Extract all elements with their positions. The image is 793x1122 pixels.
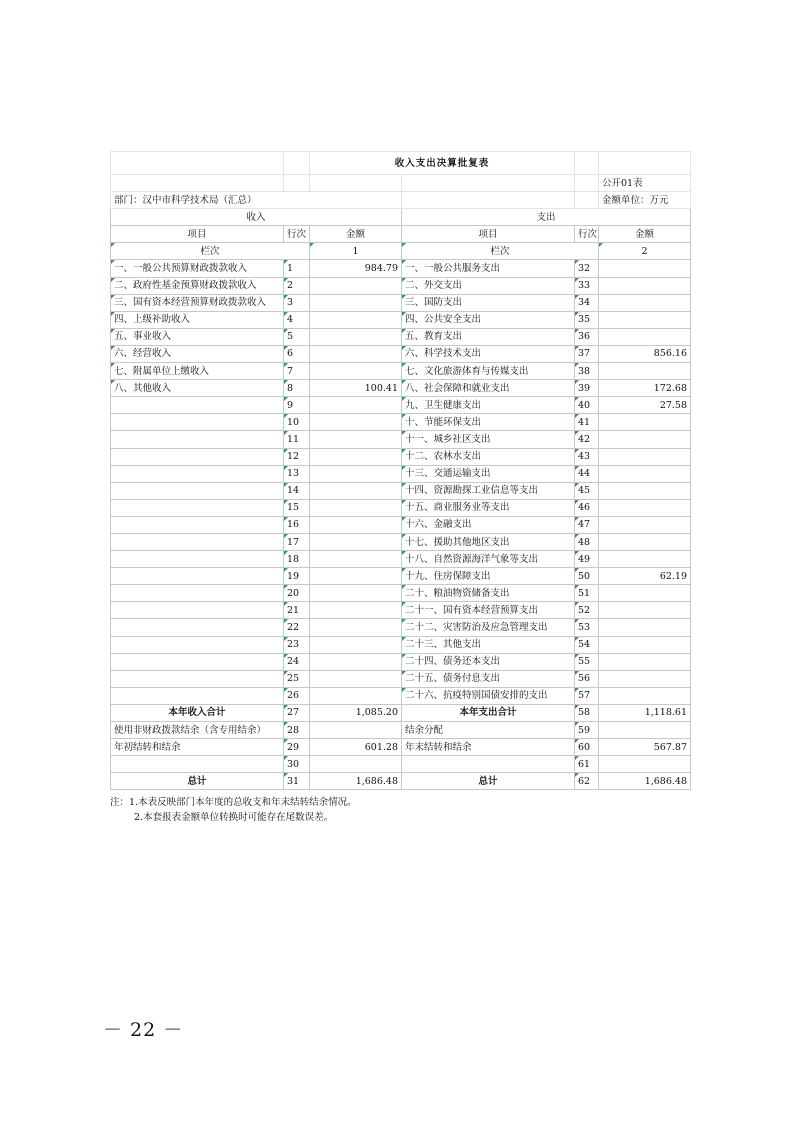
table-row [111, 619, 691, 636]
expense-item: 二十三、其他支出 [402, 636, 575, 653]
line-number: 20 [284, 585, 310, 602]
income-item [111, 448, 284, 465]
line-number: 9 [284, 397, 310, 414]
line-number: 43 [575, 448, 599, 465]
end-balance-label: 年末结转和结余 [402, 739, 575, 756]
expense-column-number: 2 [599, 243, 691, 260]
line-number: 42 [575, 431, 599, 448]
income-amount [310, 568, 402, 585]
expense-amount [599, 294, 691, 311]
income-amount [310, 670, 402, 687]
table-title: 收入支出决算批复表 [310, 152, 575, 175]
income-amount-header: 金额 [310, 226, 402, 243]
line-number: 25 [284, 670, 310, 687]
expense-item: 四、公共安全支出 [402, 311, 575, 328]
income-amount: 100.41 [310, 380, 402, 397]
table-row [111, 294, 691, 311]
expense-item: 十四、资源勘探工业信息等支出 [402, 482, 575, 499]
line-number: 62 [575, 773, 599, 790]
line-number: 49 [575, 551, 599, 568]
income-amount [310, 516, 402, 533]
income-item [111, 653, 284, 670]
line-number: 56 [575, 670, 599, 687]
income-item [111, 431, 284, 448]
expense-amount [599, 516, 691, 533]
income-header: 收入 [111, 209, 402, 226]
expense-item: 十一、城乡社区支出 [402, 431, 575, 448]
expense-amount [599, 533, 691, 550]
line-number: 12 [284, 448, 310, 465]
line-number: 28 [284, 722, 310, 739]
line-number: 34 [575, 294, 599, 311]
income-amount [310, 585, 402, 602]
income-item: 七、附属单位上缴收入 [111, 363, 284, 380]
table-row [111, 551, 691, 568]
expense-amount [599, 260, 691, 277]
expense-amount [599, 363, 691, 380]
footnote-1: 注：1.本表反映部门本年度的总收支和年末结转结余情况。 [110, 797, 357, 808]
line-number: 17 [284, 533, 310, 550]
line-number: 24 [284, 653, 310, 670]
table-row [111, 397, 691, 414]
income-amount [310, 345, 402, 362]
expense-amount: 27.58 [599, 397, 691, 414]
line-number: 36 [575, 328, 599, 345]
income-amount [310, 431, 402, 448]
income-amount [310, 533, 402, 550]
table-row [111, 568, 691, 585]
expense-item: 五、教育支出 [402, 328, 575, 345]
expense-item: 十五、商业服务业等支出 [402, 499, 575, 516]
line-number: 18 [284, 551, 310, 568]
line-number: 59 [575, 722, 599, 739]
income-amount [310, 448, 402, 465]
income-item [111, 568, 284, 585]
non-fiscal-surplus-label: 使用非财政拨款结余（含专用结余） [111, 722, 284, 739]
line-number: 10 [284, 414, 310, 431]
department-label: 部门：汉中市科学技术局（汇总） [111, 192, 402, 209]
expense-amount [599, 585, 691, 602]
line-number: 39 [575, 380, 599, 397]
income-item: 五、事业收入 [111, 328, 284, 345]
line-number: 2 [284, 277, 310, 294]
income-item: 三、国有资本经营预算财政拨款收入 [111, 294, 284, 311]
income-expense-table [110, 151, 691, 790]
table-row [111, 363, 691, 380]
table-row [111, 533, 691, 550]
expense-item: 二十六、抗疫特别国债安排的支出 [402, 687, 575, 704]
table-row [111, 260, 691, 277]
income-item [111, 533, 284, 550]
income-item [111, 585, 284, 602]
expense-item: 八、社会保障和就业支出 [402, 380, 575, 397]
line-number: 21 [284, 602, 310, 619]
income-amount [310, 465, 402, 482]
line-number: 23 [284, 636, 310, 653]
year-expense-total-label: 本年支出合计 [402, 704, 575, 721]
page-number: － 22 － [103, 1019, 184, 1041]
expense-item: 二十二、灾害防治及应急管理支出 [402, 619, 575, 636]
line-number: 45 [575, 482, 599, 499]
income-item [111, 414, 284, 431]
year-income-total-amount: 1,085.20 [310, 704, 402, 721]
line-number: 33 [575, 277, 599, 294]
income-item [111, 516, 284, 533]
line-number: 1 [284, 260, 310, 277]
income-item [111, 670, 284, 687]
expense-item: 十二、农林水支出 [402, 448, 575, 465]
income-item: 八、其他收入 [111, 380, 284, 397]
footnote-2: 2.本套报表金额单位转换时可能存在尾数误差。 [134, 812, 334, 823]
table-row [111, 431, 691, 448]
line-number: 58 [575, 704, 599, 721]
end-balance-amount: 567.87 [599, 739, 691, 756]
income-item [111, 619, 284, 636]
expense-amount [599, 311, 691, 328]
table-row [111, 653, 691, 670]
income-grand-total-label: 总计 [111, 773, 284, 790]
income-amount [310, 311, 402, 328]
line-number: 35 [575, 311, 599, 328]
line-number: 31 [284, 773, 310, 790]
income-item [111, 397, 284, 414]
expense-amount [599, 414, 691, 431]
income-item: 二、政府性基金预算财政拨款收入 [111, 277, 284, 294]
expense-item: 九、卫生健康支出 [402, 397, 575, 414]
income-amount [310, 619, 402, 636]
income-amount [310, 277, 402, 294]
expense-amount [599, 448, 691, 465]
expense-item: 十九、住房保障支出 [402, 568, 575, 585]
expense-amount [599, 277, 691, 294]
begin-balance-amount: 601.28 [310, 739, 402, 756]
line-number: 48 [575, 533, 599, 550]
budget-approval-sheet [110, 151, 690, 790]
expense-amount [599, 328, 691, 345]
income-amount [310, 602, 402, 619]
line-number: 7 [284, 363, 310, 380]
table-row [111, 636, 691, 653]
income-column-label: 栏次 [111, 243, 310, 260]
expense-item: 十、节能环保支出 [402, 414, 575, 431]
expense-item: 二十四、债务还本支出 [402, 653, 575, 670]
line-number: 29 [284, 739, 310, 756]
income-amount [310, 636, 402, 653]
expense-amount: 172.68 [599, 380, 691, 397]
table-row [111, 380, 691, 397]
line-number: 26 [284, 687, 310, 704]
expense-column-label: 栏次 [402, 243, 599, 260]
expense-item: 十七、援助其他地区支出 [402, 533, 575, 550]
line-number: 38 [575, 363, 599, 380]
expense-amount [599, 482, 691, 499]
expense-item-header: 项目 [402, 226, 575, 243]
line-number: 4 [284, 311, 310, 328]
expense-amount [599, 653, 691, 670]
expense-amount-header: 金额 [599, 226, 691, 243]
expense-amount [599, 619, 691, 636]
expense-item: 三、国防支出 [402, 294, 575, 311]
expense-item: 七、文化旅游体育与传媒支出 [402, 363, 575, 380]
table-row [111, 585, 691, 602]
expense-amount [599, 670, 691, 687]
income-item [111, 636, 284, 653]
expense-amount [599, 499, 691, 516]
line-number: 19 [284, 568, 310, 585]
expense-item: 二十五、债务付息支出 [402, 670, 575, 687]
expense-amount [599, 551, 691, 568]
expense-item: 十八、自然资源海洋气象等支出 [402, 551, 575, 568]
table-row [111, 328, 691, 345]
table-row [111, 602, 691, 619]
income-item [111, 482, 284, 499]
income-amount [310, 499, 402, 516]
table-row [111, 516, 691, 533]
table-row [111, 414, 691, 431]
income-item [111, 465, 284, 482]
line-number: 61 [575, 756, 599, 773]
table-row [111, 482, 691, 499]
income-item: 一、一般公共预算财政拨款收入 [111, 260, 284, 277]
line-number: 51 [575, 585, 599, 602]
expense-header: 支出 [402, 209, 691, 226]
surplus-distribution-label: 结余分配 [402, 722, 575, 739]
line-number: 52 [575, 602, 599, 619]
table-row [111, 448, 691, 465]
line-number: 27 [284, 704, 310, 721]
table-row [111, 345, 691, 362]
expense-item: 十三、交通运输支出 [402, 465, 575, 482]
line-number: 16 [284, 516, 310, 533]
income-amount [310, 414, 402, 431]
expense-grand-total-amount: 1,686.48 [599, 773, 691, 790]
expense-amount: 62.19 [599, 568, 691, 585]
line-number: 5 [284, 328, 310, 345]
line-number: 22 [284, 619, 310, 636]
line-number: 13 [284, 465, 310, 482]
line-number: 14 [284, 482, 310, 499]
expense-item: 六、科学技术支出 [402, 345, 575, 362]
income-amount [310, 687, 402, 704]
line-number: 40 [575, 397, 599, 414]
income-item: 六、经营收入 [111, 345, 284, 362]
line-number: 50 [575, 568, 599, 585]
income-item [111, 551, 284, 568]
line-number: 44 [575, 465, 599, 482]
income-amount [310, 482, 402, 499]
line-number: 37 [575, 345, 599, 362]
line-number: 55 [575, 653, 599, 670]
expense-amount [599, 636, 691, 653]
footnotes [110, 795, 357, 825]
expense-amount [599, 687, 691, 704]
income-amount [310, 653, 402, 670]
income-grand-total-amount: 1,686.48 [310, 773, 402, 790]
expense-amount [599, 431, 691, 448]
income-amount [310, 328, 402, 345]
line-number: 15 [284, 499, 310, 516]
year-expense-total-amount: 1,118.61 [599, 704, 691, 721]
expense-amount: 856.16 [599, 345, 691, 362]
line-number: 6 [284, 345, 310, 362]
line-number: 30 [284, 756, 310, 773]
expense-item: 二十一、国有资本经营预算支出 [402, 602, 575, 619]
income-item [111, 499, 284, 516]
income-column-number: 1 [310, 243, 402, 260]
expense-line-header: 行次 [575, 226, 599, 243]
line-number: 60 [575, 739, 599, 756]
line-number: 3 [284, 294, 310, 311]
income-line-header: 行次 [284, 226, 310, 243]
expense-amount [599, 602, 691, 619]
income-amount [310, 363, 402, 380]
line-number: 47 [575, 516, 599, 533]
line-number: 32 [575, 260, 599, 277]
expense-item: 二十、粮油物资储备支出 [402, 585, 575, 602]
income-item-header: 项目 [111, 226, 284, 243]
table-row [111, 499, 691, 516]
year-income-total-label: 本年收入合计 [111, 704, 284, 721]
expense-item: 一、一般公共服务支出 [402, 260, 575, 277]
table-row [111, 670, 691, 687]
line-number: 53 [575, 619, 599, 636]
income-amount [310, 294, 402, 311]
unit-label: 金额单位：万元 [599, 192, 691, 209]
table-row [111, 687, 691, 704]
line-number: 46 [575, 499, 599, 516]
begin-balance-label: 年初结转和结余 [111, 739, 284, 756]
income-item [111, 602, 284, 619]
form-code: 公开01表 [599, 175, 691, 192]
income-amount: 984.79 [310, 260, 402, 277]
expense-grand-total-label: 总计 [402, 773, 575, 790]
line-number: 11 [284, 431, 310, 448]
line-number: 54 [575, 636, 599, 653]
table-row [111, 311, 691, 328]
table-row [111, 277, 691, 294]
expense-amount [599, 465, 691, 482]
line-number: 8 [284, 380, 310, 397]
line-number: 41 [575, 414, 599, 431]
income-amount [310, 551, 402, 568]
table-row [111, 465, 691, 482]
income-item: 四、上级补助收入 [111, 311, 284, 328]
expense-item: 二、外交支出 [402, 277, 575, 294]
expense-item: 十六、金融支出 [402, 516, 575, 533]
line-number: 57 [575, 687, 599, 704]
income-item [111, 687, 284, 704]
income-amount [310, 397, 402, 414]
